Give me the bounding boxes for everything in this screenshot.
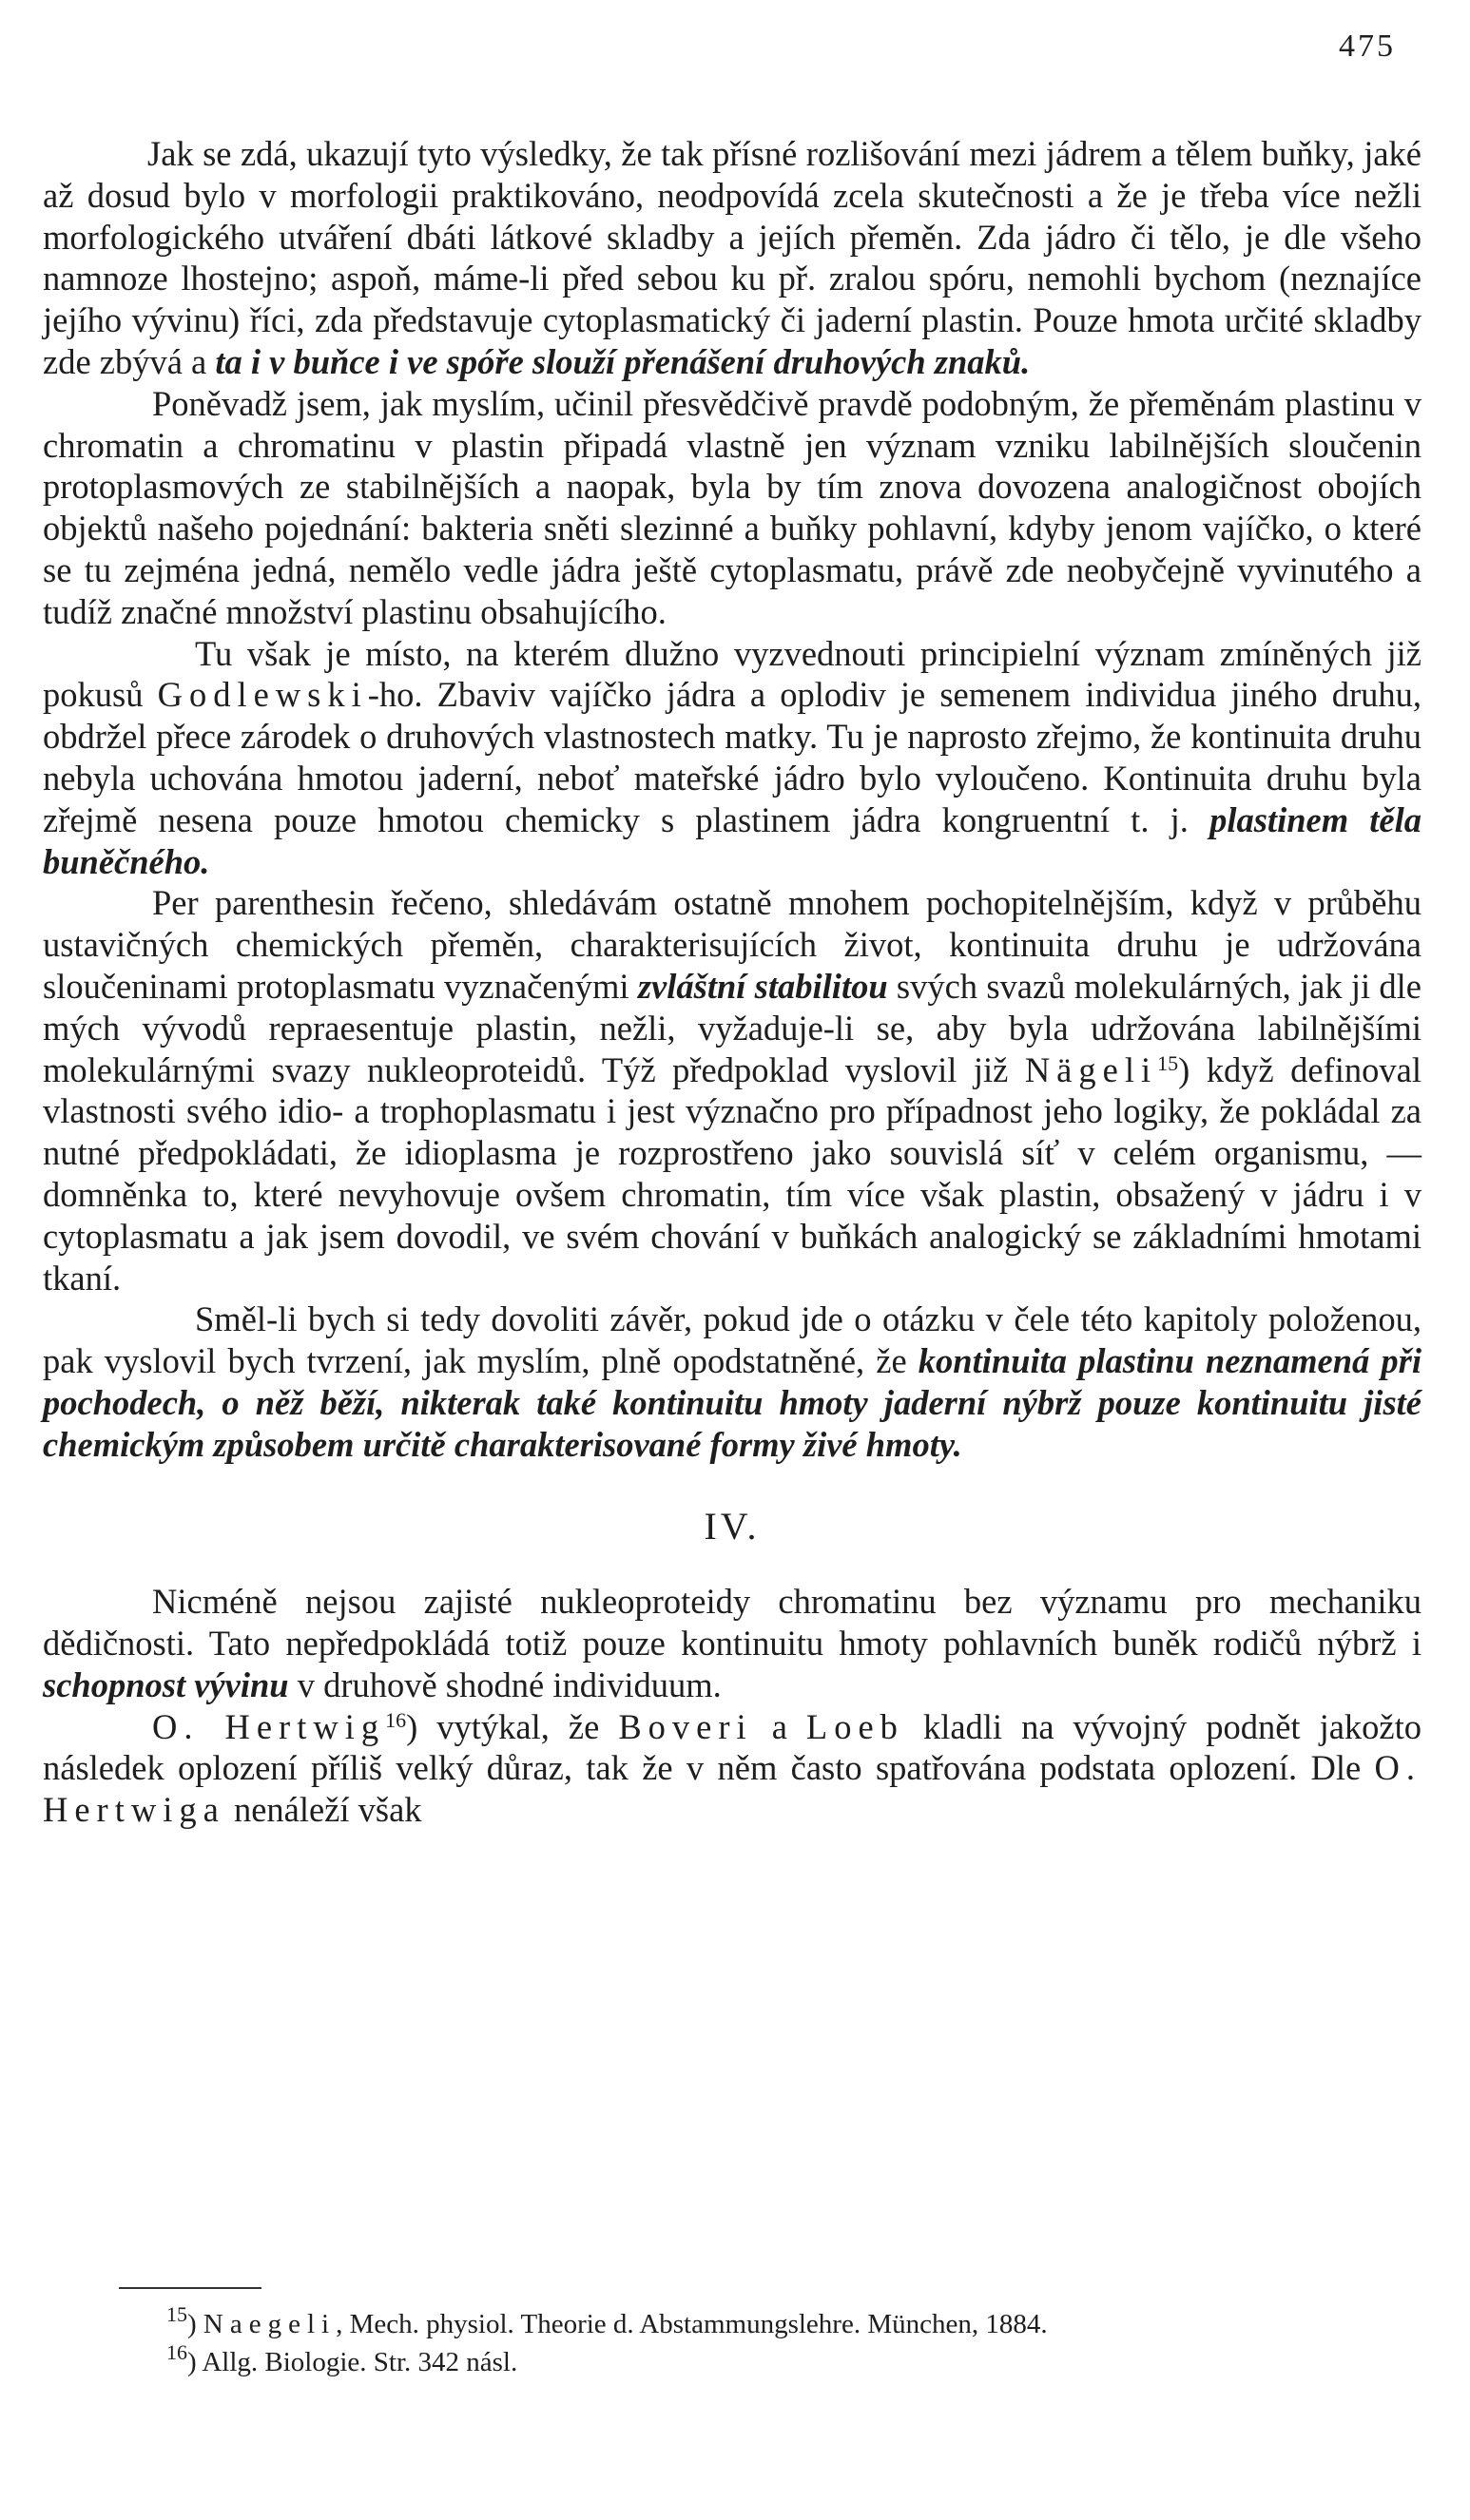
footnote-ref-16: 16 xyxy=(385,1707,407,1732)
paragraph-6-emphasis: schopnost vývinu xyxy=(43,1664,289,1704)
author-name-boveri: Boveri xyxy=(618,1706,753,1746)
paragraph-3-emphasis: plastinem těla buněčného. xyxy=(43,799,1422,881)
author-name-loeb: Loeb xyxy=(805,1706,904,1746)
paragraph-5 xyxy=(43,1298,1422,1465)
footnote-15-text: , Mech. physiol. Theorie d. Abstammungslehre. München, 1884. xyxy=(336,2309,1048,2339)
paragraph-7-text-a: ) vytýkal, že xyxy=(406,1706,619,1746)
footnote-ref-15: 15 xyxy=(1157,1050,1179,1075)
paragraph-5-text: Směl-li bych si tedy dovoliti závěr, pokud jde o otázku v čele této kapitoly položenou, pak vyslovil bych tvrzení, jak myslím, plně opodstatněné, že xyxy=(43,1299,1422,1381)
paragraph-2: Poněvadž jsem, jak myslím, učinil přesvědčivě pravdě podobným, že přeměnám plastinu v chromatin a chromatinu v plastin připadá vlastně jen význam vzniku labilnějších sloučenin protoplasmových ze stabilnějších a naopak, byla by tím znova dovozena analogičnost obojích objektů našeho pojednání: bakteria sněti slezinné a buňky pohlavní, kdyby jenom vajíčko, o které se tu zejména jedná, nemělo vedle jádra ještě cytoplasmatu, právě zde neobyčejně vyvinutého a tudíž značné množství plastinu obsahujícího. xyxy=(43,383,1422,631)
footnote-16: $^{16}$) Allg. Biologie. Str. 342 násl. xyxy=(166,2340,518,2377)
author-name-nageli: Nägeli xyxy=(1024,1049,1158,1089)
paragraph-1 xyxy=(43,133,1422,383)
author-name-hertwiga: O. Hertwiga xyxy=(43,1748,1422,1830)
paragraph-3 xyxy=(43,633,1422,883)
paragraph-6 xyxy=(43,1581,1422,1705)
paragraph-1-emphasis: ta i v buňce i ve spóře slouží přenášení druhových znaků. xyxy=(215,341,1031,381)
page-number: 475 xyxy=(1339,29,1396,64)
author-name-hertwig: O. Hertwig xyxy=(152,1706,386,1746)
paragraph-4-text-d: ) když definoval vlastnosti svého idio- a trophoplasmatu i jest význačno pro případnost jeho logiky, že pokládal za nutné předpokládati, že idioplasma je rozprostřeno jako souvislá síť v celém organismu, — domněnka to, které nevyhovuje ovšem chromatin, tím více však plastin, obsažený v jádru i v cytoplasmatu a jak jsem dovodil, ve svém chování v buňkách analogický se základními hmotami tkaní. xyxy=(43,1049,1422,1298)
paragraph-3-text-b: -ho. Zbaviv vajíčko jádra a oplodiv je semenem individua jiného druhu, obdržel přece zárodek o druhových vlastnostech matky. Tu je naprosto zřejmo, že kontinuita druhu nebyla uchována hmotou jaderní, neboť mateřské jádro bylo vyloučeno. Kontinuita druhu byla zřejmě nesena pouze hmotou chemicky s plastinem jádra kongruentní t. j. xyxy=(43,675,1422,839)
paragraph-4-text-a: Per parenthesin řečeno, shledávám ostatně mnohem pochopitelnějším, když v průběhu ustavičných chemických přeměn, charakterisujících život, kontinuita druhu je udržována sloučeninami protoplasmatu vyznačenými xyxy=(43,883,1422,1006)
paragraph-4 xyxy=(43,882,1422,1298)
paragraph-7-text-c: kladli na vývojný podnět jakožto následek oplození příliš velký důraz, tak že v něm často spatřována podstata oplození. Dle xyxy=(43,1706,1422,1788)
paragraph-6-text-c: v druhově shodné individuum. xyxy=(288,1664,722,1704)
body-text xyxy=(43,133,1422,1831)
footnote-16-number: 16 xyxy=(166,2340,187,2364)
footnote-16-text: Allg. Biologie. Str. 342 násl. xyxy=(202,2347,518,2377)
footnotes xyxy=(166,2302,1431,2381)
section-heading: IV. xyxy=(704,1504,761,1548)
footnote-15-author: Naegeli xyxy=(203,2309,337,2339)
author-name-godlewski: Godlewski xyxy=(157,675,368,715)
paragraph-1-text: Jak se zdá, ukazují tyto výsledky, že tak přísné rozlišování mezi jádrem a tělem buňky, jaké až dosud bylo v morfologii praktikováno, neodpovídá zcela skutečnosti a že je třeba více nežli morfologického utváření dbáti látkové skladby a jejích přeměn. Zda jádro či tělo, je dle všeho namnoze lhostejno; aspoň, máme-li před sebou ku př. zralou spóru, nemohli bychom (neznajíce jejího vývinu) říci, zda představuje cytoplasmatický či jaderní plastin. Pouze hmota určité skladby zde zbývá a xyxy=(43,134,1422,381)
paragraph-7 xyxy=(43,1706,1422,1831)
paragraph-7-text-b: a xyxy=(752,1706,806,1746)
paragraph-4-text-c: svých svazů molekulárných, jak ji dle mých vývodů repraesentuje plastin, nežli, vyžaduje-li se, aby byla udržována labilnějšími molekulárnými svazy nukleoproteidů. Týž předpoklad vyslovil již xyxy=(43,966,1422,1089)
footnote-15: $^{15}$) Naegeli, Mech. physiol. Theorie d. Abstammungslehre. München, 1884. xyxy=(166,2302,1048,2339)
paragraph-3-text-a: Tu však je místo, na kterém dlužno vyzvednouti principielní význam zmíněných již pokusů xyxy=(43,633,1422,715)
paragraph-4-emphasis: zvláštní stabilitou xyxy=(637,966,888,1006)
paragraph-7-text-d: nenáleží však xyxy=(224,1790,422,1830)
paragraph-5-emphasis: kontinuita plastinu neznamená při pochodech, o něž běží, nikterak také kontinuitu hmoty jaderní nýbrž pouze kontinuitu jisté chemickým způsobem určitě charakterisované formy živé hmoty. xyxy=(43,1341,1422,1464)
footnote-15-number: 15 xyxy=(166,2302,187,2326)
footnote-divider xyxy=(119,2287,261,2289)
paragraph-6-text-a: Nicméně nejsou zajisté nukleoproteidy chromatinu bez významu pro mechaniku dědičnosti. Tato nepředpokládá totiž pouze kontinuitu hmoty pohlavních buněk rodičů nýbrž i xyxy=(43,1582,1422,1664)
